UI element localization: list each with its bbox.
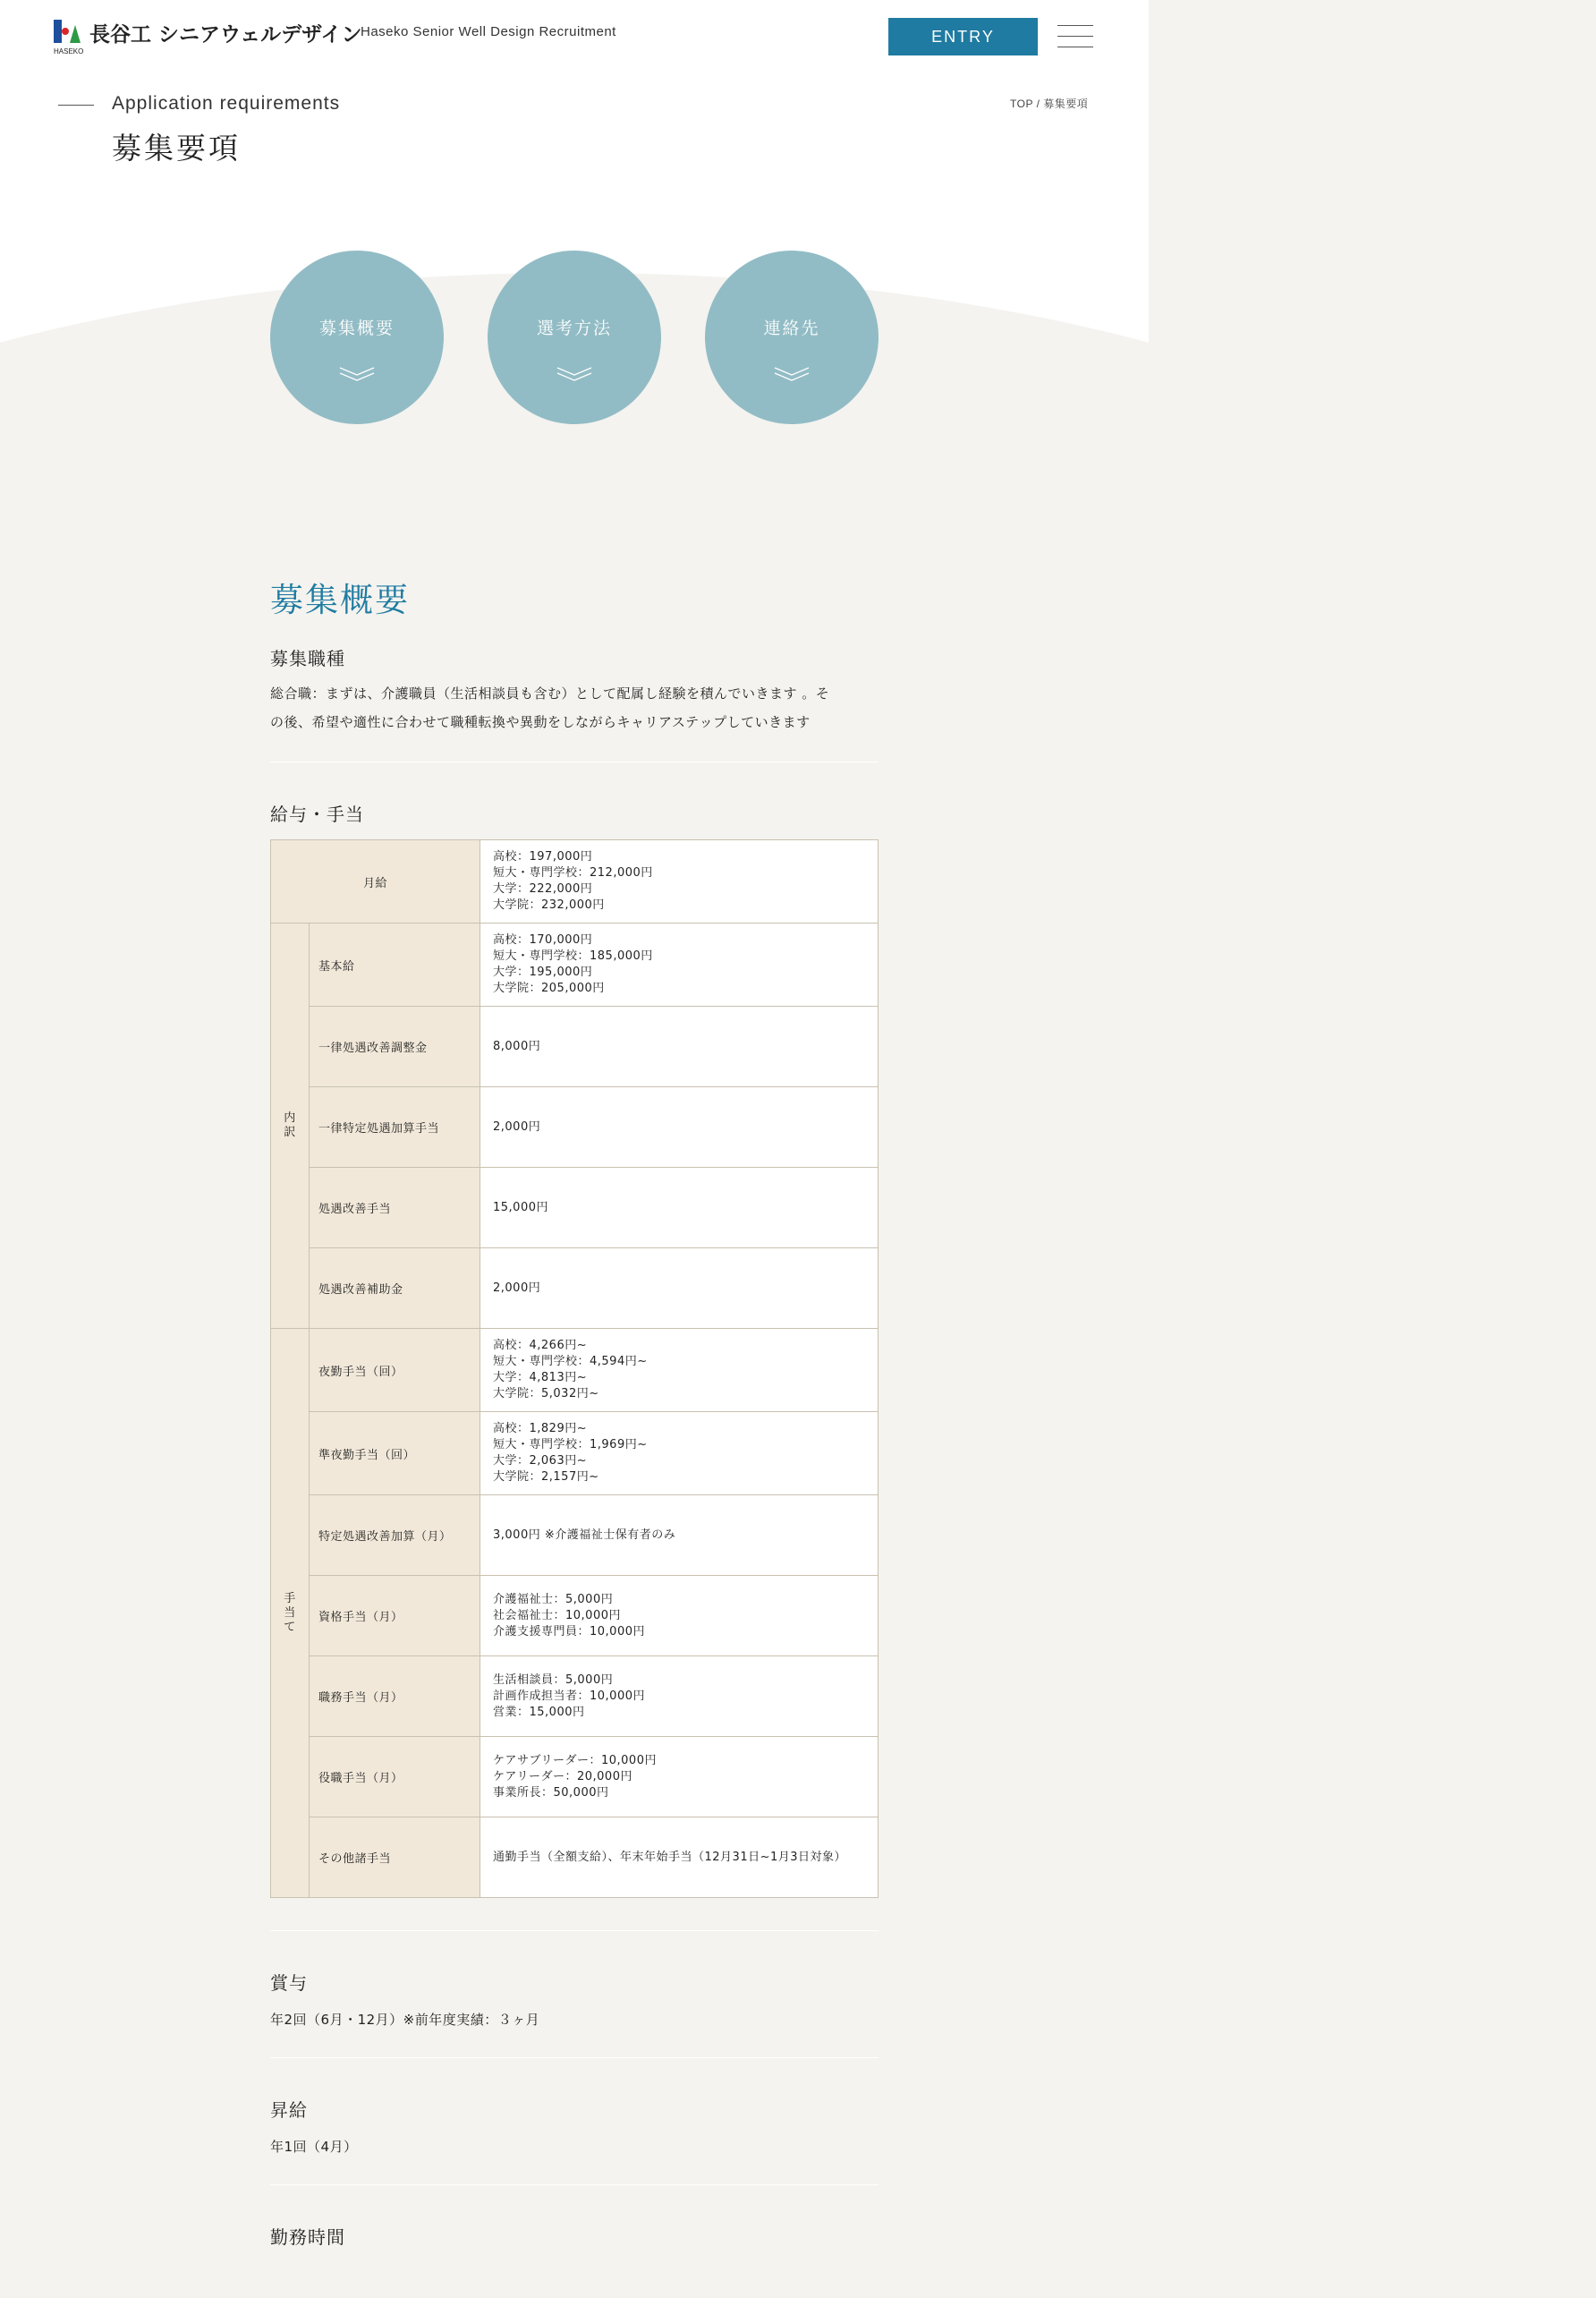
- salary-table: [270, 839, 879, 1898]
- breakdown-label: 処遇改善補助金: [310, 1248, 480, 1329]
- allowance-group-label: 手当て: [271, 1329, 310, 1898]
- allowance-value: 介護福祉士：5,000円 社会福祉士：10,000円 介護支援専門員：10,000円: [480, 1576, 879, 1656]
- allowance-label: 役職手当（月）: [310, 1737, 480, 1817]
- allowance-value: 生活相談員：5,000円 計画作成担当者：10,000円 営業：15,000円: [480, 1656, 879, 1737]
- breakdown-label: 一律処遇改善調整金: [310, 1007, 480, 1087]
- monthly-value: 高校：197,000円 短大・専門学校：212,000円 大学：222,000円 大学院：232,000円: [480, 840, 879, 923]
- nav-circle-contact[interactable]: [705, 251, 879, 424]
- allowance-value: 高校：1,829円~ 短大・専門学校：1,969円~ 大学：2,063円~ 大学院：2,157円~: [480, 1412, 879, 1495]
- nav-circle-label: 募集概要: [318, 319, 395, 338]
- job-type-text-line1: 総合職：まずは、介護職員（生活相談員も含む）として配属し経験を積んでいきます 。そ: [270, 685, 830, 702]
- section-divider: [270, 2184, 879, 2185]
- breadcrumb-separator: /: [1032, 98, 1044, 110]
- table-row: [271, 1817, 879, 1898]
- breadcrumb-top-link[interactable]: TOP: [1010, 98, 1033, 110]
- table-row: [271, 1412, 879, 1495]
- nav-circle-label: 連絡先: [763, 319, 820, 338]
- salary-heading: 給与・手当: [270, 804, 364, 825]
- breakdown-group-label: 内訳: [271, 923, 310, 1329]
- svg-text:HASEKO: HASEKO: [54, 47, 84, 55]
- breakdown-value: 2,000円: [480, 1087, 879, 1168]
- allowance-label: 職務手当（月）: [310, 1656, 480, 1737]
- bonus-text: 年2回（6月・12月）※前年度実績：３ヶ月: [270, 2012, 540, 2028]
- breadcrumb-current: 募集要項: [1043, 98, 1089, 110]
- job-type-text-line2: の後、希望や適性に合わせて職種転換や異動をしながらキャリアステップしていきます: [270, 714, 811, 730]
- page-title: 募集要項: [112, 131, 241, 166]
- table-row: [271, 1495, 879, 1576]
- breadcrumb: [1010, 96, 1088, 111]
- section-divider: [270, 1930, 879, 1931]
- table-row: [271, 1248, 879, 1329]
- allowance-value: 通勤手当（全額支給）、年末年始手当（12月31日~1月3日対象）: [480, 1817, 879, 1898]
- monthly-label: 月給: [271, 840, 480, 923]
- breakdown-value: 2,000円: [480, 1248, 879, 1329]
- table-row: [271, 1168, 879, 1248]
- table-row: [271, 1087, 879, 1168]
- entry-button[interactable]: ENTRY: [888, 18, 1038, 55]
- allowance-label: 特定処遇改善加算（月）: [310, 1495, 480, 1576]
- table-row: [271, 1737, 879, 1817]
- section-title: 募集概要: [270, 581, 410, 619]
- title-divider-line: [58, 105, 94, 106]
- breakdown-value: 8,000円: [480, 1007, 879, 1087]
- allowance-label: 夜勤手当（回）: [310, 1329, 480, 1412]
- allowance-value: 高校：4,266円~ 短大・専門学校：4,594円~ 大学：4,813円~ 大学院：5,032円~: [480, 1329, 879, 1412]
- chevron-down-icon: [556, 365, 592, 383]
- chevron-down-icon: [339, 365, 375, 383]
- allowance-value: 3,000円 ※介護福祉士保有者のみ: [480, 1495, 879, 1576]
- hours-heading: 勤務時間: [270, 2226, 345, 2248]
- breakdown-label: 処遇改善手当: [310, 1168, 480, 1248]
- section-divider: [270, 2057, 879, 2058]
- nav-circle-overview[interactable]: [270, 251, 444, 424]
- allowance-label: 準夜勤手当（回）: [310, 1412, 480, 1495]
- raise-heading: 昇給: [270, 2099, 308, 2121]
- hamburger-menu-icon[interactable]: [1057, 25, 1093, 48]
- breakdown-value: 高校：170,000円 短大・専門学校：185,000円 大学：195,000円 大学院：205,000円: [480, 923, 879, 1007]
- haseko-logo-icon[interactable]: [54, 20, 84, 55]
- page-title-en: Application requirements: [112, 93, 341, 114]
- allowance-value: ケアサブリーダー：10,000円 ケアリーダー：20,000円 事業所長：50,000円: [480, 1737, 879, 1817]
- table-row: [271, 1007, 879, 1087]
- breakdown-value: 15,000円: [480, 1168, 879, 1248]
- job-type-text: [270, 679, 879, 736]
- breakdown-label: 基本給: [310, 923, 480, 1007]
- breakdown-label: 一律特定処遇加算手当: [310, 1087, 480, 1168]
- overview-section: [270, 573, 879, 2249]
- allowance-label: その他諸手当: [310, 1817, 480, 1898]
- table-row: [271, 1656, 879, 1737]
- raise-text: 年1回（4月）: [270, 2139, 358, 2155]
- table-row: [271, 1329, 879, 1412]
- nav-circle-selection[interactable]: [488, 251, 661, 424]
- table-row: [271, 1576, 879, 1656]
- logo-jp-text[interactable]: 長谷工 シニアウェルデザイン: [89, 23, 362, 47]
- table-row: [271, 840, 879, 923]
- allowance-label: 資格手当（月）: [310, 1576, 480, 1656]
- logo-en-text: Haseko Senior Well Design Recruitment: [361, 24, 616, 39]
- nav-circle-label: 選考方法: [536, 319, 612, 338]
- bonus-heading: 賞与: [270, 1972, 308, 1994]
- table-row: [271, 923, 879, 1007]
- site-header: [0, 0, 1149, 81]
- job-type-heading: 募集職種: [270, 648, 345, 669]
- chevron-down-icon: [774, 365, 810, 383]
